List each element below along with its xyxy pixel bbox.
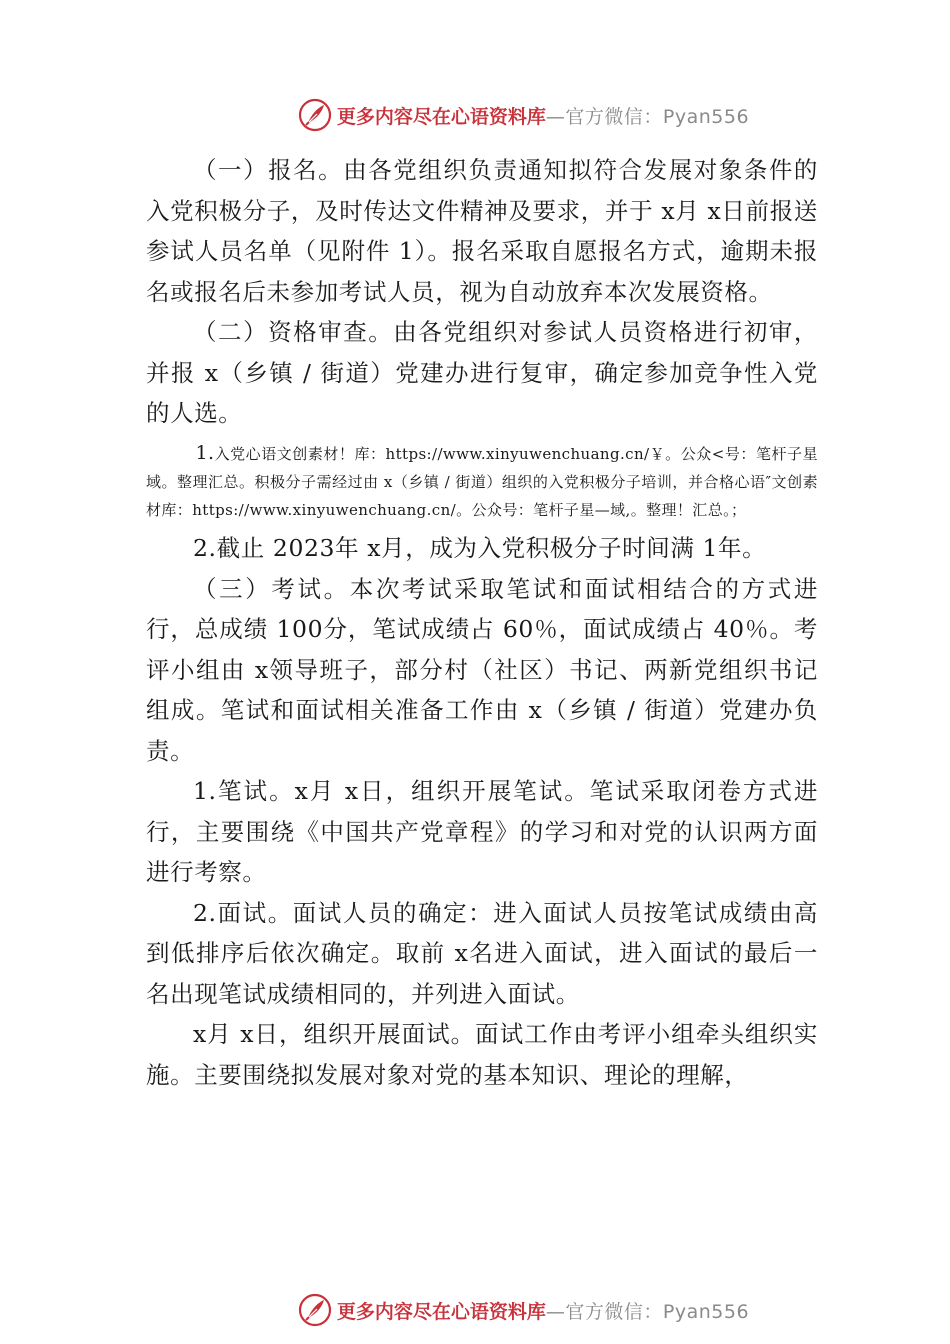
- footer-banner: [0, 1288, 950, 1332]
- document-body: [146, 150, 818, 1095]
- feather-pen-logo-icon: [297, 1292, 333, 1328]
- paragraph-qualification: （二）资格审查。由各党组织对参试人员资格进行初审，并报 x（乡镇 / 街道）党建办进行复审，确定参加竞争性入党的人选。: [146, 318, 818, 427]
- banner-title: 更多内容尽在心语资料库: [336, 105, 546, 128]
- feather-pen-logo-icon: [297, 97, 333, 133]
- training-text: 入党心语文创素材！库：https://www.xinyuwenchuang.cn/￥。公众<号：笔杆子星域。整理汇总。积极分子需经过由 x（乡镇 / 街道）组织的入党积极分子培训，并合格心语″文创素材库：https://www.xinyuwenchuang.cn/。公众号：笔杆子星—域,。整理！汇总。；: [146, 444, 818, 519]
- paragraph-exam: （三）考试。本次考试采取笔试和面试相结合的方式进行，总成绩 100分，笔试成绩占 60％，面试成绩占 40％。考评小组由 x领导班子，部分村（社区）书记、两新党组织书记组成。笔试和面试相关准备工作由 x（乡镇 / 街道）党建办负责。: [146, 574, 818, 765]
- list-number: 1.: [195, 441, 215, 464]
- paragraph-activist-duration: 2.截止 2023年 x月，成为入党积极分子时间满 1年。: [193, 534, 767, 563]
- paragraph-interview: 2.面试。面试人员的确定：进入面试人员按笔试成绩由高到低排序后依次确定。取前 x名进入面试，进入面试的最后一名出现笔试成绩相同的，并列进入面试。: [146, 898, 818, 1008]
- paragraph-training-requirement: [146, 439, 818, 525]
- paragraph-registration: （一）报名。由各党组织负责通知拟符合发展对象条件的入党积极分子，及时传达文件精神及要求，并于 x月 x日前报送参试人员名单（见附件 1）。报名采取自愿报名方式，逾期未报名或报名后未参加考试人员，视为自动放弃本次发展资格。: [146, 156, 818, 306]
- paragraph-written-test: 1.笔试。x月 x日，组织开展笔试。笔试采取闭卷方式进行，主要围绕《中国共产党章程》的学习和对党的认识两方面进行考察。: [146, 777, 818, 887]
- footer-banner-wechat: —官方微信：Pyan556: [545, 1300, 750, 1323]
- banner-wechat: —官方微信：Pyan556: [545, 105, 750, 128]
- header-banner: [0, 93, 950, 137]
- paragraph-interview-schedule: x月 x日，组织开展面试。面试工作由考评小组牵头组织实施。主要围绕拟发展对象对党的基本知识、理论的理解，: [146, 1020, 818, 1089]
- footer-banner-title: 更多内容尽在心语资料库: [336, 1300, 546, 1323]
